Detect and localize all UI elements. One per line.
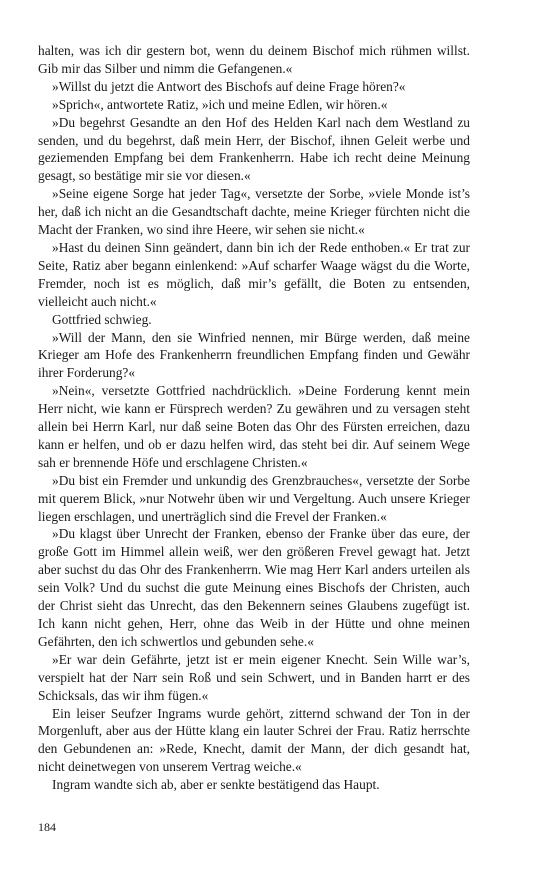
paragraph-12: »Er war dein Gefährte, jetzt ist er mein eigener Knecht. Sein Wille war’s, verspielt hat der Narr sein Roß und sein Schwert, und in Banden harrt er des Schicksals, das wir ihm fügen.« bbox=[38, 651, 470, 703]
paragraph-7: Gottfried schwieg. bbox=[52, 311, 152, 327]
page-body bbox=[38, 42, 470, 794]
paragraph-5: »Seine eigene Sorge hat jeder Tag«, versetzte der Sorbe, »viele Monde ist’s her, daß ich nicht an die Gesandtschaft dachte, meine Krieger fürchten nicht die Macht der Franken, wo sind ihre Heere, wir sehen sie nicht.« bbox=[38, 186, 470, 238]
paragraph-10: »Du bist ein Fremder und unkundig des Grenzbrauches«, versetzte der Sorbe mit querem Blick, »nur Notwehr üben wir und Vergeltung. Auch unsere Krieger liegen erschlagen, und unerträglich sind die Frevel der Franken.« bbox=[38, 472, 470, 524]
paragraph-8: »Will der Mann, den sie Winfried nennen, mir Bürge werden, daß meine Krieger am Hofe des Frankenherrn freundlichen Empfang finden und Gewähr ihrer Forderung?« bbox=[38, 329, 470, 381]
paragraph-1: halten, was ich dir gestern bot, wenn du deinem Bischof mich rühmen willst. Gib mir das Silber und nimm die Gefangenen.« bbox=[38, 43, 470, 76]
paragraph-3: »Sprich«, antwortete Ratiz, »ich und meine Edlen, wir hören.« bbox=[52, 96, 388, 112]
paragraph-14: Ingram wandte sich ab, aber er senkte bestätigend das Haupt. bbox=[52, 777, 380, 793]
paragraph-4: »Du begehrst Gesandte an den Hof des Helden Karl nach dem Westland zu senden, und du begehrst, daß mein Herr, der Bischof, ihnen Geleit werbe und geziemenden Empfang bei dem Frankenherrn. Habe ich recht deine Meinung gesagt, so bestätige mir sie vor diesen.« bbox=[38, 114, 470, 184]
page-number: 184 bbox=[38, 820, 56, 834]
paragraph-13: Ein leiser Seufzer Ingrams wurde gehört, zitternd schwand der Ton in der Morgenluft, aber aus der Hütte klang ein lauter Schrei der Frau. Ratiz herrschte den Gebundenen an: »Rede, Knecht, damit der Mann, der dich gesandt hat, nicht deinetwegen von unserem Vertrag weiche.« bbox=[38, 705, 470, 775]
paragraph-2: »Willst du jetzt die Antwort des Bischofs auf deine Frage hören?« bbox=[52, 78, 406, 94]
paragraph-11: »Du klagst über Unrecht der Franken, ebenso der Franke über das eure, der große Gott im Himmel allein weiß, wer den größeren Frevel gewagt hat. Jetzt aber suchst du das Ohr des Frankenherrn. Wie mag Herr Karl anders urteilen als sein Volk? Und du suchst die gute Meinung eines Bischofs der Christen, auch der Christ sieht das Unrecht, das den Bekennern seines Glaubens zugefügt ist. Ich kann nicht gehen, Herr, ohne das Weib in der Hütte und ohne meinen Gefährten, den ich schwertlos und gebunden sehe.« bbox=[38, 526, 470, 649]
paragraph-6: »Hast du deinen Sinn geändert, dann bin ich der Rede enthoben.« Er trat zur Seite, Ratiz aber begann einlenkend: »Auf scharfer Waage wägst du die Worte, Fremder, noch ist es möglich, daß mir’s gefällt, die Boten zu entsenden, vielleicht auch nicht.« bbox=[38, 239, 470, 309]
paragraph-9: »Nein«, versetzte Gottfried nachdrücklich. »Deine Forderung kennt mein Herr nicht, wie kann er Fürsprech werden? Zu gewähren und zu versagen steht allein bei Herrn Karl, nur daß seine Boten das Ohr des Fürsten erreichen, dazu kann er helfen, und ob er dazu helfen wird, das steht bei dir. Auf seinem Wege sah er brennende Höfe und erschlagene Christen.« bbox=[38, 383, 470, 470]
